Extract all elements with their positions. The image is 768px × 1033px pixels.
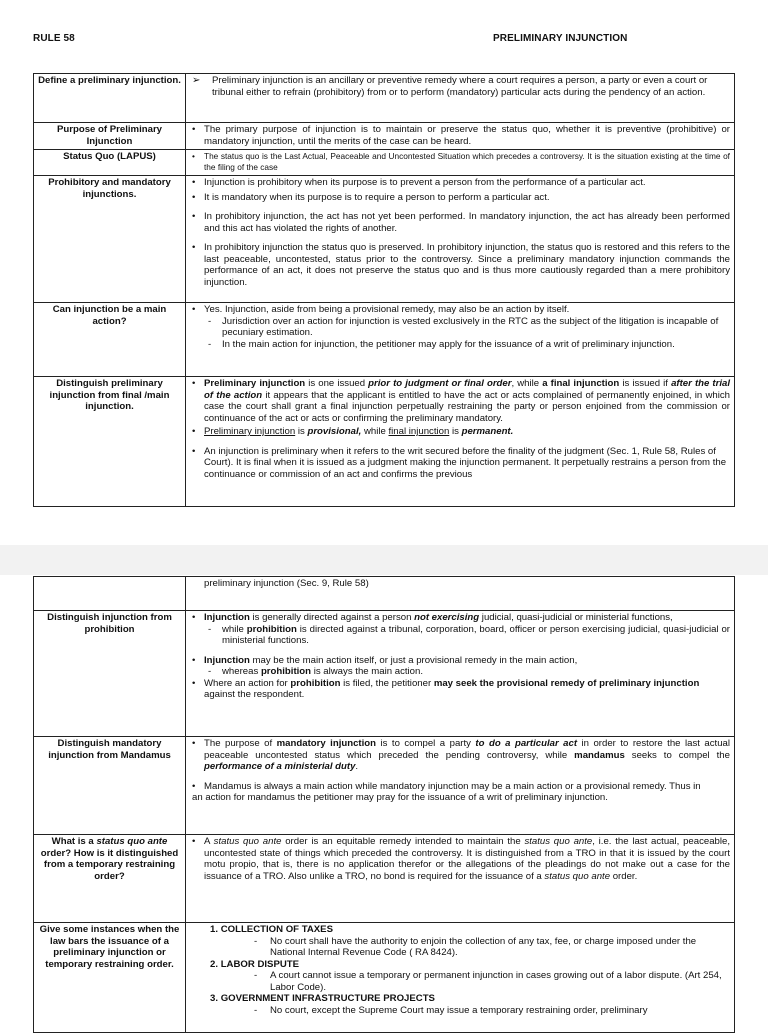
- answer-cell: [186, 303, 735, 377]
- dash-item: - In the main action for injunction, the petitioner may apply for the issuance of a writ of preliminary injunction.: [190, 339, 730, 351]
- row-injunction-vs-prohibition: [34, 611, 735, 737]
- question-cell: Can injunction be a main action?: [34, 303, 186, 377]
- arrow-bullet-item: ➢ Preliminary injunction is an ancillary or preventive remedy where a court requires a person, a party or even a court or tribunal either to refrain (prohibitory) from or to perform (mandatory) particular acts during the pendency of an action.: [190, 75, 730, 98]
- numbered-heading: 3. GOVERNMENT INFRASTRUCTURE PROJECTS: [210, 993, 435, 1004]
- row-status-quo: [34, 150, 735, 176]
- rules-table-page-2: [33, 576, 735, 1033]
- continuation-text: preliminary injunction (Sec. 9, Rule 58): [204, 578, 369, 589]
- rules-table-page-1: [33, 73, 735, 507]
- row-status-quo-ante: [34, 835, 735, 923]
- bullet-item: • In prohibitory injunction, the act has not yet been performed. In mandatory injunction, the act has already been performed and this act has violated the rights of another.: [190, 211, 730, 234]
- term-preliminary-injunction: Preliminary injunction: [204, 378, 306, 389]
- answer-cell: [186, 123, 735, 150]
- bullet-item: • Injunction is generally directed against a person not exercising judicial, quasi-judicial or ministerial functions,: [190, 612, 730, 624]
- question-cell: Status Quo (LAPUS): [34, 150, 186, 176]
- numbered-heading: 2. LABOR DISPUTE: [210, 958, 300, 970]
- bullet-item: • It is mandatory when its purpose is to require a person to perform a particular act.: [190, 192, 730, 204]
- question-cell: Prohibitory and mandatory injunctions.: [34, 176, 186, 303]
- bullet-item: • Yes. Injunction, aside from being a provisional remedy, may also be an action by itself.: [190, 304, 730, 316]
- question-cell: Distinguish mandatory injunction from Mandamus: [34, 737, 186, 835]
- row-instances: [34, 923, 735, 1033]
- bullet-item: • Injunction is prohibitory when its purpose is to prevent a person from the performance of a particular act.: [190, 177, 730, 189]
- row-prohibitory-mandatory: [34, 176, 735, 303]
- header-rule-number: RULE 58: [33, 33, 75, 44]
- answer-cell: [186, 737, 735, 835]
- answer-cell: [186, 74, 735, 123]
- answer-cell: [186, 835, 735, 923]
- bullet-item: • Preliminary injunction is one issued prior to judgment or final order, while a final injunction is issued if after the trial of the action it appears that the applicant is entitled to have the act or acts complained of permanently enjoined, in which case the court shall grant a final injunction perpetually restraining the party or person enjoined from the commission or continuance of the act or acts or confirming the preliminary mandatory.: [190, 378, 730, 424]
- answer-cell: [186, 577, 735, 611]
- dash-item: - whereas prohibition is always the main action.: [190, 666, 730, 678]
- dash-item: - Jurisdiction over an action for injunction is vested exclusively in the RTC as the subject of the litigation is incapable of pecuniary estimation.: [190, 316, 730, 339]
- question-cell: [34, 577, 186, 611]
- bullet-item: • Injunction may be the main action itself, or just a provisional remedy in the main action,: [190, 655, 730, 667]
- bullet-item: • The purpose of mandatory injunction is to compel a party to do a particular act in order to restore the last actual peaceable uncontested status which preceded the pending controversy, while mandamus seeks to compel the performance of a ministerial duty.: [190, 738, 730, 773]
- page-gap: [0, 545, 768, 575]
- question-cell: Distinguish injunction from prohibition: [34, 611, 186, 737]
- question-cell: Define a preliminary injunction.: [34, 74, 186, 123]
- row-distinguish-final: [34, 377, 735, 507]
- answer-cell: [186, 150, 735, 176]
- continuation-text: an action for mandamus the petitioner may pray for the issuance of a writ of preliminary injunction.: [192, 792, 608, 803]
- dash-item: - A court cannot issue a temporary or permanent injunction in cases growing out of a labor dispute. (Art 254, Labor Code).: [190, 970, 730, 993]
- question-cell: What is a status quo ante order? How is it distinguished from a temporary restraining order?: [34, 835, 186, 923]
- bullet-item: • Mandamus is always a main action while mandatory injunction may be a main action or a provisional remedy. Thus in: [190, 781, 730, 793]
- question-cell: Distinguish preliminary injunction from final /main injunction.: [34, 377, 186, 507]
- dash-item: - while prohibition is directed against a tribunal, corporation, board, officer or person exercising judicial, quasi-judicial or ministerial functions.: [190, 624, 730, 647]
- bullet-item: • An injunction is preliminary when it refers to the writ secured before the finality of the judgment (Sec. 1, Rule 58, Rules of Court). It is final when it is issued as a judgment making the injunction permanent. It perpetually restrains a person from the continuance or commission of an act and confirms the previous: [190, 446, 730, 481]
- bullet-item: • In prohibitory injunction the status quo is preserved. In prohibitory injunction, the status quo is restored and this refers to the last peaceable, uncontested, status prior to the controversy. Since a preliminary mandatory injunction commands the performance of an act, it does not preserve the status quo and is thus more cautiously regarded than a mere prohibitory injunction.: [190, 242, 730, 288]
- dash-item: - No court shall have the authority to enjoin the collection of any tax, fee, or charge imposed under the National Internal Revenue Code ( RA 8424).: [190, 936, 730, 959]
- dash-item: - No court, except the Supreme Court may issue a temporary restraining order, preliminary: [190, 1005, 730, 1017]
- question-cell: Purpose of Preliminary Injunction: [34, 123, 186, 150]
- bullet-item: • Where an action for prohibition is filed, the petitioner may seek the provisional remedy of preliminary injunction against the respondent.: [190, 678, 730, 701]
- answer-cell: [186, 176, 735, 303]
- bullet-item: • Preliminary injunction is provisional, while final injunction is permanent.: [190, 426, 730, 438]
- row-main-action: [34, 303, 735, 377]
- bullet-item: • The status quo is the Last Actual, Peaceable and Uncontested Situation which precedes a controversy. It is the situation existing at the time of the filing of the case: [190, 151, 730, 173]
- answer-cell: [186, 611, 735, 737]
- answer-cell: [186, 377, 735, 507]
- row-define: [34, 74, 735, 123]
- row-purpose: [34, 123, 735, 150]
- row-continuation: [34, 577, 735, 611]
- bullet-item: • The primary purpose of injunction is to maintain or preserve the status quo, whether it is preventive (prohibitive) or mandatory injunction, until the merits of the case can be heard.: [190, 124, 730, 147]
- header-title: PRELIMINARY INJUNCTION: [493, 33, 628, 44]
- row-mandatory-vs-mandamus: [34, 737, 735, 835]
- answer-cell: [186, 923, 735, 1033]
- question-cell: Give some instances when the law bars the issuance of a preliminary injunction or temporary restraining order.: [34, 923, 186, 1033]
- numbered-heading: 1. COLLECTION OF TAXES: [210, 924, 333, 935]
- bullet-item: • A status quo ante order is an equitable remedy intended to maintain the status quo ante, i.e. the last actual, peaceable, uncontested state of things which preceded the controversy. It is distinguished from a TRO in that it is issued by the court motu propio, that is, there is no application therefor or the allegations of the pleadings do not make out a case for the issuance of a TRO. Also unlike a TRO, no bond is required for the issuance of a status quo ante order.: [190, 836, 730, 882]
